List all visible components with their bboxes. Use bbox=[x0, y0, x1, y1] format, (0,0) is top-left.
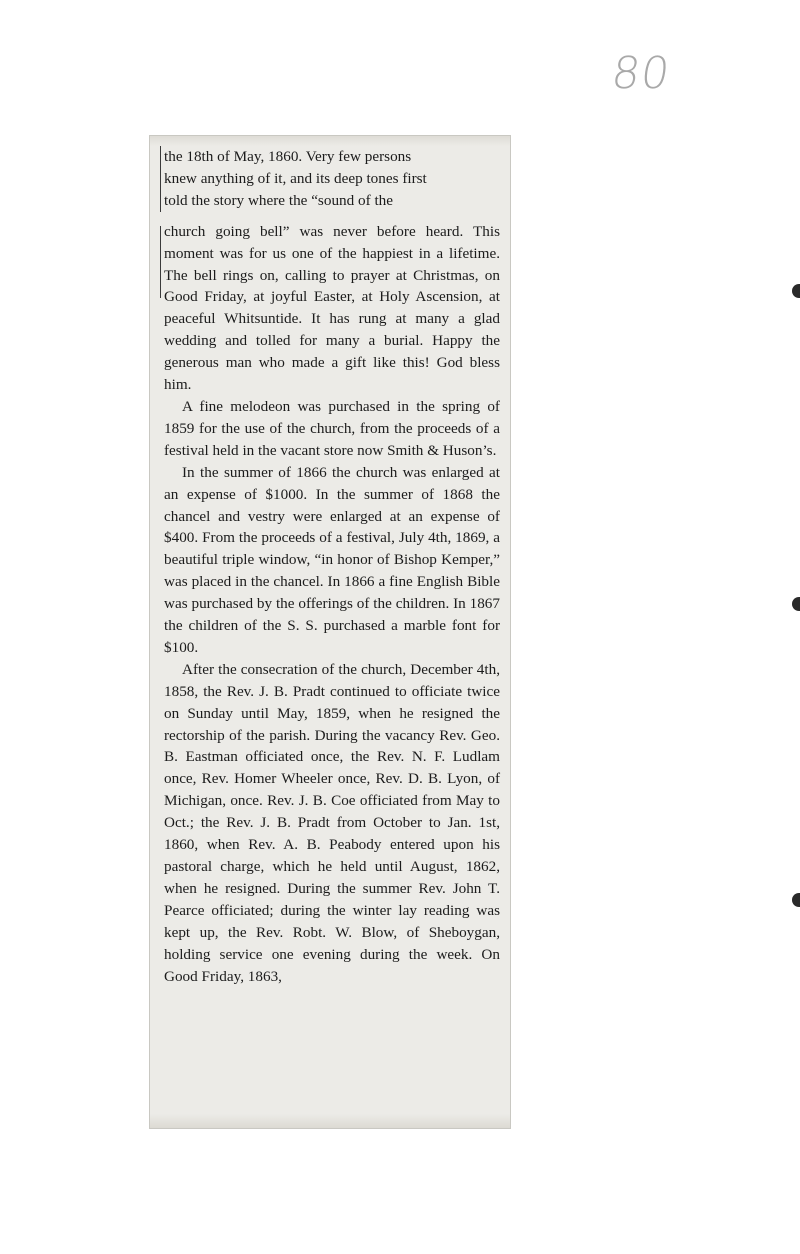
clipping-bottom-edge bbox=[150, 1114, 510, 1128]
article-paragraph-enlargement: In the summer of 1866 the church was enlarged at an expense of $1000. In the summer of 1868 the chancel and vestry were enlarged at an expense of $400. From the proceeds of a festival, July 4th, 1869, a beautiful triple window, “in honor of Bishop Kemper,” was placed in the chancel. In 1866 a fine English Bible was purchased by the offerings of the children. In 1867 the children of the S. S. purchased a marble font for $100. bbox=[164, 463, 500, 656]
article-line-2: knew anything of it, and its deep tones first bbox=[164, 169, 427, 187]
binding-hole-mark bbox=[792, 597, 800, 611]
binding-hole-mark bbox=[792, 284, 800, 298]
article-column bbox=[164, 146, 500, 987]
article-paragraph-bell: church going bell” was never before heard. This moment was for us one of the happiest in a lifetime. The bell rings on, calling to prayer at Christmas, on Good Friday, at joyful Easter, at Holy Ascension, at peaceful Whitsuntide. It has rung at many a glad wedding and tolled for many a burial. Happy the generous man who made a gift like this! God bless him. bbox=[164, 222, 500, 394]
article-paragraph-melodeon: A fine melodeon was purchased in the spring of 1859 for the use of the church, from the proceeds of a festival held in the vacant store now Smith & Huson’s. bbox=[164, 397, 500, 459]
binding-hole-mark bbox=[792, 893, 800, 907]
page-number: 80 bbox=[608, 48, 674, 99]
article-line-1: the 18th of May, 1860. Very few persons bbox=[164, 148, 412, 165]
article-line-3: told the story where the “sound of the bbox=[164, 191, 394, 209]
article-paragraph-clergy: After the consecration of the church, December 4th, 1858, the Rev. J. B. Pradt continued to officiate twice on Sunday until May, 1859, when he resigned the rectorship of the parish. During the vacancy Rev. Geo. B. Eastman officiated once, the Rev. N. F. Ludlam once, Rev. Homer Wheeler once, Rev. D. B. Lyon, of Michigan, once. Rev. J. B. Coe officiated from May to Oct.; the Rev. J. B. Pradt from October to Jan. 1st, 1860, when Rev. A. B. Peabody entered upon his pastoral charge, which he held until August, 1862, when he resigned. During the summer Rev. John T. Pearce officiated; during the winter lay reading was kept up, the Rev. Robt. W. Blow, of Sheboygan, holding service one evening during the week. On Good Friday, 1863, bbox=[164, 660, 500, 985]
clipping-top-edge bbox=[150, 136, 510, 146]
column-rule-middle bbox=[160, 226, 161, 298]
column-rule-top bbox=[160, 146, 161, 212]
newspaper-clipping bbox=[150, 136, 510, 1128]
